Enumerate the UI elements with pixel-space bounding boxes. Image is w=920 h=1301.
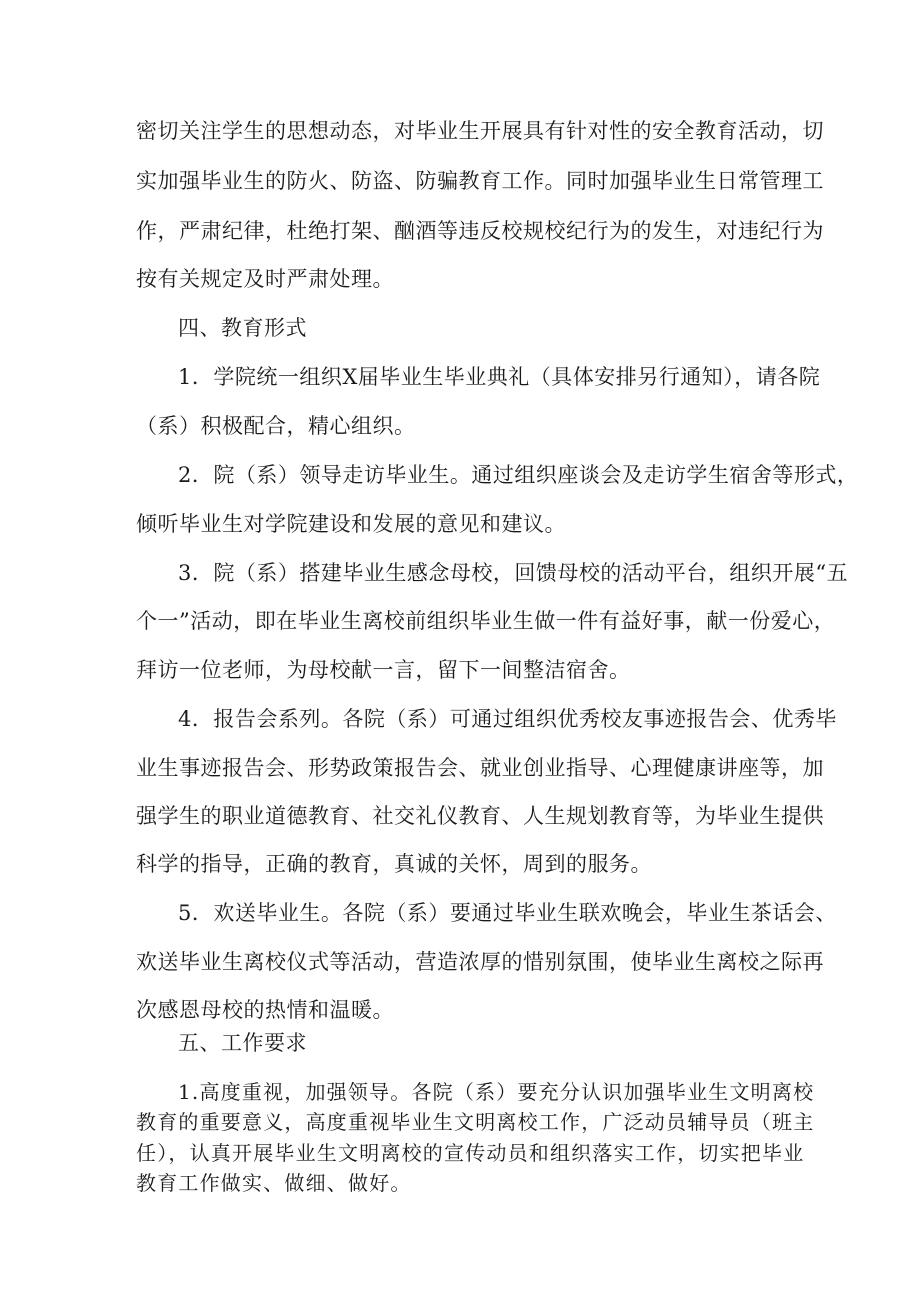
section-heading-4: 四、教育形式 bbox=[178, 316, 307, 340]
text-line: 实加强毕业生的防火、防盗、防骗教育工作。同时加强毕业生日常管理工 bbox=[136, 169, 824, 193]
item-5-line: 欢送毕业生离校仪式等活动，营造浓厚的惜别氛围，使毕业生离校之际再 bbox=[136, 950, 824, 974]
item-4-line: 4．报告会系列。各院（系）可通过组织优秀校友事迹报告会、优秀毕 bbox=[178, 707, 837, 731]
requirement-1-line: 1.高度重视，加强领导。各院（系）要充分认识加强毕业生文明离校 bbox=[178, 1080, 815, 1104]
section-heading-5: 五、工作要求 bbox=[178, 1031, 307, 1055]
item-4-line: 科学的指导，正确的教育，真诚的关怀，周到的服务。 bbox=[136, 852, 652, 876]
item-3-line: 个一”活动，即在毕业生离校前组织毕业生做一件有益好事，献一份爱心， bbox=[136, 609, 836, 633]
item-3-line: 拜访一位老师，为母校献一言，留下一间整洁宿舍。 bbox=[136, 658, 631, 682]
requirement-1-line: 教育工作做实、做细、做好。 bbox=[136, 1171, 412, 1195]
item-1-line: 1．学院统一组织X届毕业生毕业典礼（具体安排另行通知），请各院 bbox=[178, 365, 821, 389]
text-line: 作，严肃纪律，杜绝打架、酗酒等违反校规校纪行为的发生，对违纪行为 bbox=[136, 219, 824, 243]
text-line: 密切关注学生的思想动态，对毕业生开展具有针对性的安全教育活动，切 bbox=[136, 119, 824, 143]
item-1-line: （系）积极配合，精心组织。 bbox=[136, 414, 416, 438]
item-2-line: 2．院（系）领导走访毕业生。通过组织座谈会及走访学生宿舍等形式， bbox=[178, 463, 859, 487]
requirement-1-line: 教育的重要意义，高度重视毕业生文明离校工作，广泛动员辅导员（班主 bbox=[136, 1110, 815, 1134]
item-2-line: 倾听毕业生对学院建设和发展的意见和建议。 bbox=[136, 512, 566, 536]
item-4-line: 业生事迹报告会、形势政策报告会、就业创业指导、心理健康讲座等，加 bbox=[136, 756, 824, 780]
item-3-line: 3．院（系）搭建毕业生感念母校，回馈母校的活动平台，组织开展“五 bbox=[178, 561, 849, 585]
item-4-line: 强学生的职业道德教育、社交礼仪教育、人生规划教育等，为毕业生提供 bbox=[136, 804, 824, 828]
requirement-1-line: 任），认真开展毕业生文明离校的宣传动员和组织落实工作，切实把毕业 bbox=[136, 1141, 805, 1165]
item-5-line: 次感恩母校的热情和温暖。 bbox=[136, 998, 394, 1022]
text-line: 按有关规定及时严肃处理。 bbox=[136, 267, 394, 291]
item-5-line: 5．欢送毕业生。各院（系）要通过毕业生联欢晚会，毕业生茶话会、 bbox=[178, 901, 837, 925]
